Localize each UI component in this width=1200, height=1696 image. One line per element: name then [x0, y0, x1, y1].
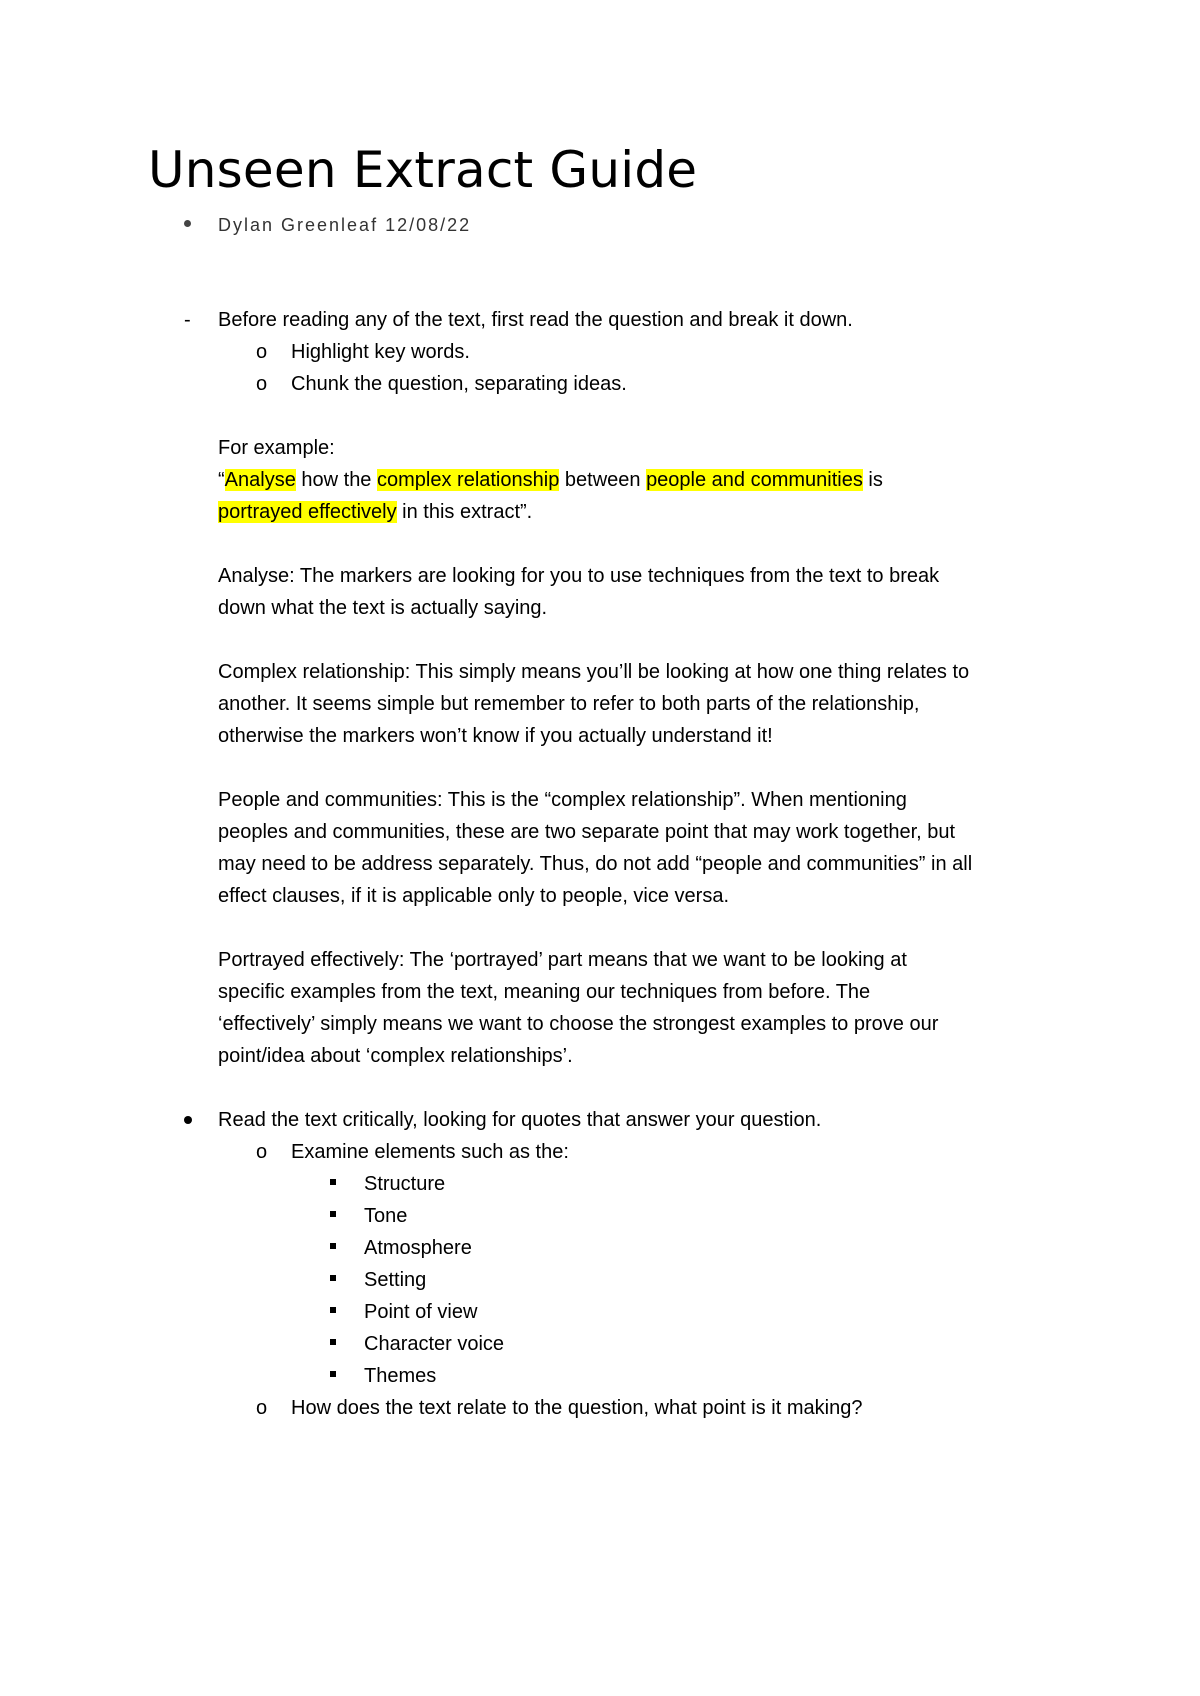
bullet-icon — [184, 1116, 192, 1124]
step1-subitem: Highlight key words. — [291, 341, 470, 363]
circle-marker: o — [256, 373, 268, 395]
document-title: Unseen Extract Guide — [148, 141, 698, 199]
question-text: how the — [295, 469, 377, 491]
square-bullet-icon — [330, 1339, 336, 1345]
element-item: Structure — [364, 1173, 446, 1195]
highlight-keyword: people and communities — [646, 469, 863, 491]
circle-marker: o — [256, 1141, 268, 1163]
question-text: in this extract”. — [396, 501, 533, 523]
highlight-keyword: Analyse — [224, 469, 296, 491]
element-item: Atmosphere — [364, 1237, 472, 1259]
paragraph-line: People and communities: This is the “complex relationship”. When mentioning — [218, 789, 907, 811]
paragraph-line: point/idea about ‘complex relationships’. — [218, 1045, 573, 1067]
example-question-line — [218, 466, 883, 494]
example-label: For example: — [218, 437, 335, 459]
question-text: is — [862, 469, 883, 491]
paragraph-line: specific examples from the text, meaning our techniques from before. The — [218, 981, 871, 1003]
element-item: Themes — [364, 1365, 437, 1387]
element-item: Point of view — [364, 1301, 478, 1323]
step1-text: Before reading any of the text, first read the question and break it down. — [218, 309, 853, 331]
square-bullet-icon — [330, 1243, 336, 1249]
element-item: Character voice — [364, 1333, 505, 1355]
paragraph-line: otherwise the markers won’t know if you actually understand it! — [218, 725, 773, 747]
paragraph-line: down what the text is actually saying. — [218, 597, 548, 619]
highlight-keyword: complex relationship — [377, 469, 560, 491]
bullet-icon — [184, 220, 191, 227]
dash-marker: - — [184, 309, 191, 331]
square-bullet-icon — [330, 1275, 336, 1281]
paragraph-line: another. It seems simple but remember to refer to both parts of the relationship, — [218, 693, 920, 715]
square-bullet-icon — [330, 1307, 336, 1313]
question-text: between — [559, 469, 647, 491]
paragraph-line: may need to be address separately. Thus, do not add “people and communities” in all — [218, 853, 973, 875]
step2-text: Read the text critically, looking for quotes that answer your question. — [218, 1109, 822, 1131]
element-item: Setting — [364, 1269, 427, 1291]
step2-subitem: How does the text relate to the question, what point is it making? — [291, 1397, 863, 1419]
element-item: Tone — [364, 1205, 408, 1227]
highlight-keyword: portrayed effectively — [218, 501, 397, 523]
square-bullet-icon — [330, 1371, 336, 1377]
paragraph-line: peoples and communities, these are two separate point that may work together, but — [218, 821, 956, 843]
step1-subitem: Chunk the question, separating ideas. — [291, 373, 627, 395]
paragraph-line: Analyse: The markers are looking for you to use techniques from the text to break — [218, 565, 940, 587]
quote-mark: “ — [218, 469, 225, 491]
paragraph-line: Portrayed effectively: The ‘portrayed’ part means that we want to be looking at — [218, 949, 907, 971]
paragraph-line: ‘effectively’ simply means we want to choose the strongest examples to prove our — [218, 1013, 939, 1035]
paragraph-line: Complex relationship: This simply means you’ll be looking at how one thing relates to — [218, 661, 970, 683]
square-bullet-icon — [330, 1211, 336, 1217]
example-question-line — [218, 498, 532, 526]
circle-marker: o — [256, 341, 268, 363]
square-bullet-icon — [330, 1179, 336, 1185]
step2-subitem: Examine elements such as the: — [291, 1141, 569, 1163]
paragraph-line: effect clauses, if it is applicable only to people, vice versa. — [218, 885, 730, 907]
author-date: Dylan Greenleaf 12/08/22 — [218, 215, 472, 235]
circle-marker: o — [256, 1397, 268, 1419]
